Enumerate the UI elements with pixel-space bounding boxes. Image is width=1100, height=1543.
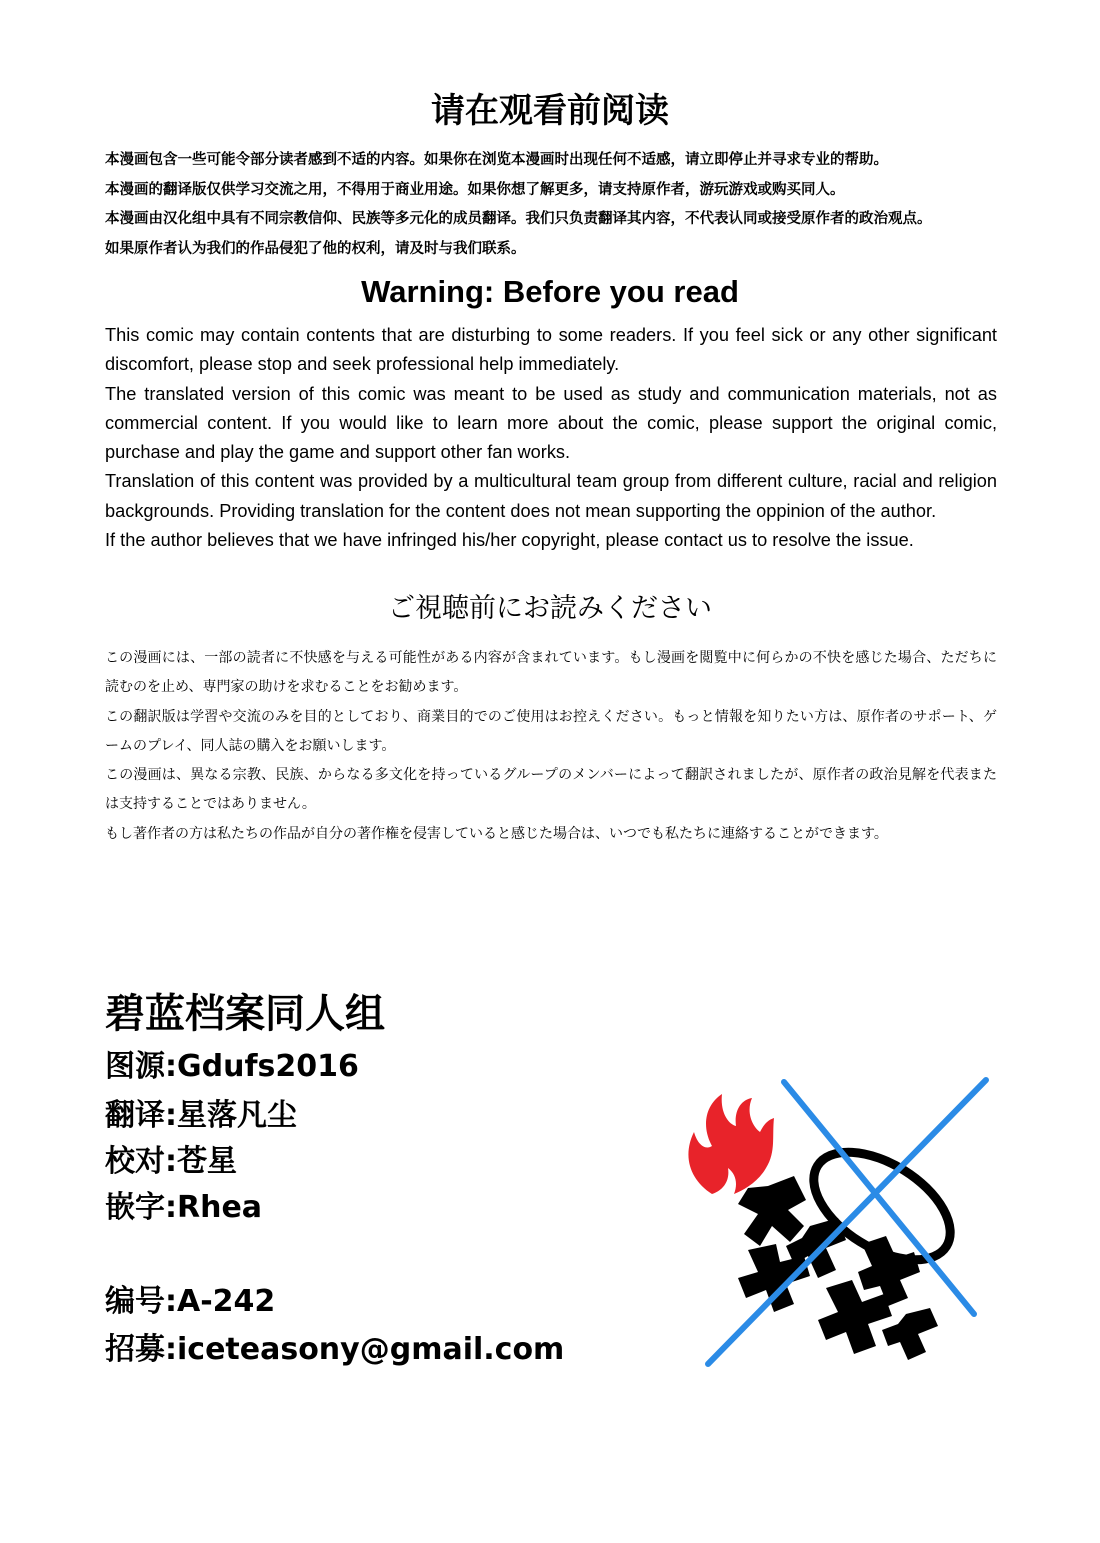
credit-typesetter: 嵌字:Rhea [105, 1190, 263, 1225]
japanese-notice [105, 644, 997, 849]
gear-icon [818, 1236, 938, 1360]
credit-translator: 翻译:星落凡尘 [105, 1098, 297, 1133]
flame-icon [688, 1094, 774, 1194]
japanese-notice-paragraph: この漫画には、一部の読者に不快感を与える可能性がある内容が含まれています。もし漫画を閲覧中に何らかの不快を感じた場合、ただちに読むのを止め、専門家の助けを求むることをお勧めます。 [105, 650, 997, 696]
english-notice-paragraph: Translation of this content was provided by a multicultural team group from different culture, racial and religion backgrounds. Providing translation for the content does not mean supporting the oppinion of the author. [105, 471, 997, 521]
credit-recruit-email: 招募:iceteasony@gmail.com [105, 1332, 565, 1367]
english-notice-paragraph: The translated version of this comic was meant to be used as study and communication materials, not as commercial content. If you would like to learn more about the comic, please support the original comic, purchase and play the game and support other fan works. [105, 383, 997, 463]
chinese-notice-line: 本漫画包含一些可能令部分读者感到不适的内容。如果你在浏览本漫画时出现任何不适感，请立即停止并寻求专业的帮助。 [105, 152, 888, 168]
credit-number: 编号:A-242 [105, 1284, 276, 1319]
japanese-notice-paragraph: この翻訳版は学習や交流のみを目的としており、商業目的でのご使用はお控えください。もっと情報を知りたい方は、原作者のサポート、ゲームのプレイ、同人誌の購入をお願いします。 [105, 708, 997, 754]
chinese-notice-line: 如果原作者认为我们的作品侵犯了他的权利，请及时与我们联系。 [105, 240, 526, 257]
credit-proofreader: 校对:苍星 [105, 1144, 237, 1179]
chinese-notice-line: 本漫画由汉化组中具有不同宗教信仰、民族等多元化的成员翻译。我们只负责翻译其内容，不代表认同或接受原作者的政治观点。 [105, 211, 932, 227]
japanese-notice-paragraph: この漫画は、異なる宗教、民族、からなる多文化を持っているグループのメンバーによって翻訳されましたが、原作者の政治見解を代表または支持することではありません。 [105, 767, 997, 813]
english-notice-paragraph: If the author believes that we have infringed his/her copyright, please contact us to resolve the issue. [105, 530, 914, 551]
english-notice-paragraph: This comic may contain contents that are disturbing to some readers. If you feel sick or any other significant discomfort, please stop and seek professional help immediately. [105, 325, 997, 375]
japanese-notice-paragraph: もし著作者の方は私たちの作品が自分の著作権を侵害していると感じた場合は、いつでも私たちに連絡することができます。 [105, 825, 888, 842]
chinese-notice [105, 146, 997, 264]
group-name: 碧蓝档案同人组 [105, 991, 385, 1037]
credit-source: 图源:Gdufs2016 [105, 1049, 359, 1084]
japanese-heading: ご視聴前にお読みください [388, 593, 712, 624]
english-notice [105, 321, 997, 555]
chinese-heading: 请在观看前阅读 [431, 91, 669, 131]
english-heading: Warning: Before you read [361, 274, 739, 309]
chinese-notice-line: 本漫画的翻译版仅供学习交流之用，不得用于商业用途。如果你想了解更多，请支持原作者，游玩游戏或购买同人。 [105, 181, 845, 198]
group-logo [676, 1076, 992, 1370]
